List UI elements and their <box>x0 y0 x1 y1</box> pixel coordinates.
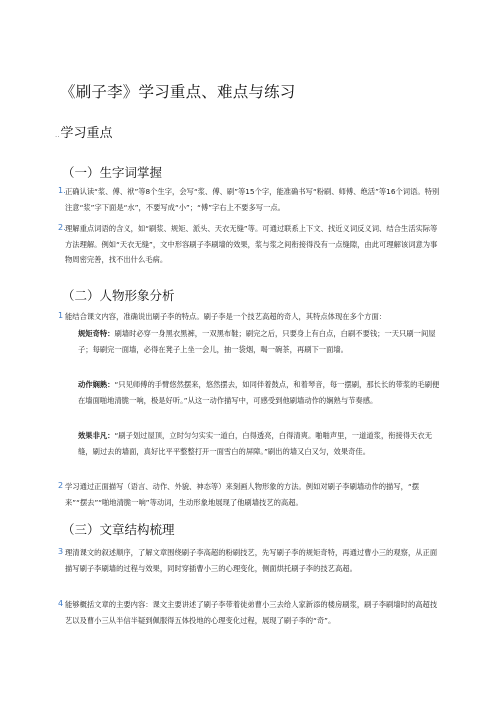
paragraph-vocab-2: 理解重点词语的含义，如“刷浆、规矩、派头、天衣无缝”等。可通过联系上下文、找近义词反义词、结合生活实际等方法理解。例如“天衣无缝”，文中形容刷子李刷墙的效果，浆与浆之间衔接得没有一点缝隙，由此可理解该词意为事物周密完善，找不出什么毛病。 <box>65 224 438 265</box>
subsection-heading-structure: （三）文章结构梳理 <box>62 522 175 537</box>
bullet-dot-icon: .. <box>55 131 60 139</box>
item-number: 4 <box>58 599 64 608</box>
paragraph-vocab-1: 正确认读“浆、傅、袱”等8个生字，会写“浆、傅、刷”等15个字，能准确书写“粉刷、师傅、绝活”等16个词语。特别注意“浆”字下面是“水”，不要写成“小”；“傅”字右上不要多写一点。 <box>65 187 440 212</box>
point-text: 刷墙时必穿一身黑衣黑裤，一双黑布鞋；刷完之后，只要身上有白点，白刷不要钱；一天只刷一间屋子；每刷完一面墙，必得在凳子上坐一会儿，抽一袋烟，喝一碗茶，再刷下一面墙。 <box>78 329 436 354</box>
paragraph-structure-1: 理清课文的叙述顺序，了解文章围绕刷子李高超的粉刷技艺，先写刷子李的规矩奇特，再通过曹小三的观察，从正面描写刷子李刷墙的过程与效果，同时穿插曹小三的心理变化，侧面烘托刷子李的技艺高超。 <box>65 548 438 573</box>
item-number: 2. <box>58 223 66 232</box>
point-text: “只见师傅的手臂悠然摆来，悠然摆去，如同伴着鼓点，和着琴音，每一摆刷，那长长的带浆的毛刷便在墙面啪地清脆一响，极是好听。”从这一动作描写中，可感受到他刷墙动作的娴熟与节奏感。 <box>78 380 440 405</box>
item-number: 1. <box>58 186 66 195</box>
paragraph-character-method: 学习通过正面描写（语言、动作、外貌、神态等）来刻画人物形象的方法。例如对刷子李刷墙动作的描写，“摆来”“摆去”“啪地清脆一响”等动词，生动形象地展现了他刷墙技艺的高超。 <box>65 482 420 507</box>
point-label: 效果非凡： <box>78 431 115 440</box>
point-label: 动作娴熟： <box>78 380 115 389</box>
point-rules <box>78 326 440 357</box>
item-number: 2 <box>58 481 64 490</box>
point-label: 规矩奇特： <box>78 329 115 338</box>
subsection-heading-character: （二）人物形象分析 <box>62 288 175 303</box>
paragraph-structure-2: 能够概括文章的主要内容：课文主要讲述了刷子李带着徒弟曹小三去给人家新添的楼房刷浆，刷子李刷墙时的高超技艺以及曹小三从半信半疑到佩服得五体投地的心理变化过程，展现了刷子李的“奇”。 <box>65 600 438 625</box>
document-title: 《刷子李》学习重点、难点与练习 <box>60 83 296 101</box>
point-effect <box>78 428 440 459</box>
section-heading-key-points <box>55 122 112 141</box>
item-number: 3 <box>58 547 64 556</box>
subsection-heading-vocabulary: （一）生字词掌握 <box>62 165 163 180</box>
point-text: “刷子划过屋顶，立时匀匀实实一道白，白得透亮，白得清爽。啪啪声里，一道道浆，衔接得天衣无缝，刷过去的墙面，真好比平平整整打开一面雪白的屏障。”刷出的墙又白又匀，效果奇佳。 <box>78 431 433 456</box>
point-skill <box>78 377 440 408</box>
section-heading-label: 学习重点 <box>60 126 113 141</box>
paragraph-character-intro: 能结合课文内容，准确说出刷子李的特点。刷子李是一个技艺高超的奇人，其特点体现在多个方面： <box>65 312 387 321</box>
item-number: 1 <box>58 311 64 320</box>
